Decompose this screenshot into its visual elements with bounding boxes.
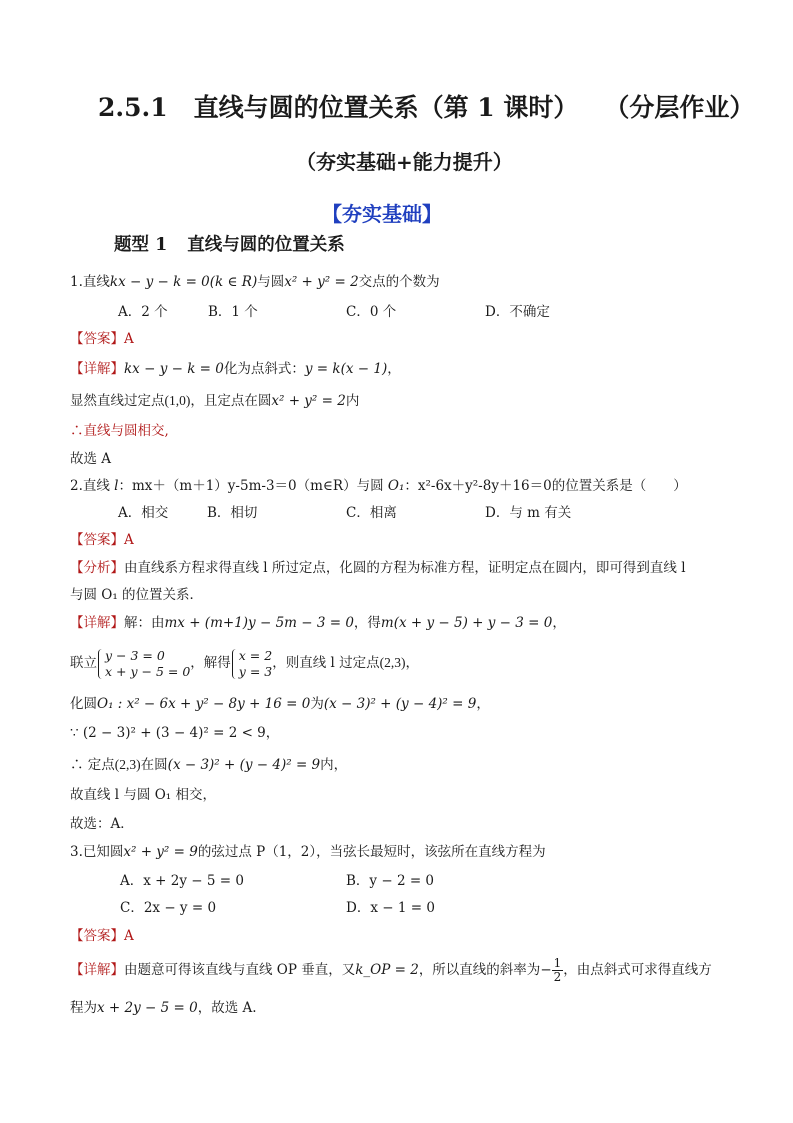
q2-detail-line4: ∵ (2 − 3)² + (3 − 4)² = 2 < 9， bbox=[70, 725, 280, 741]
q2-detail-line3: 化圆O₁ : x² − 6x + y² − 8y + 16 = 0为(x − 3)² + (y − 4)² = 9， bbox=[70, 696, 490, 712]
q1-option-b: B．1 个 bbox=[208, 304, 258, 320]
q3-option-b: B．y − 2 = 0 bbox=[346, 873, 435, 889]
q1-detail-line2: 显然直线过定点(1,0)，且定点在圆x² + y² = 2内 bbox=[70, 393, 360, 409]
q1-detail-line1: 【详解】kx − y − k = 0化为点斜式：y = k(x − 1)， bbox=[70, 361, 401, 377]
q1-detail-line3: ∴直线与圆相交, bbox=[70, 423, 169, 439]
q3-detail-line1: 【详解】由题意可得该直线与直线 OP 垂直，又k_OP = 2，所以直线的斜率为− $\frac{1}{2}$ ，由点斜式可求得直线方 bbox=[70, 956, 712, 984]
question-type-heading: 题型 1 直线与圆的位置关系 bbox=[114, 235, 345, 255]
q2-answer: 【答案】A bbox=[70, 532, 134, 548]
q3-stem: 3.已知圆x² + y² = 9的弦过点 P（1，2），当弦长最短时，该弦所在直线方程为 bbox=[70, 844, 546, 860]
system-of-equations: y − 3 = 0 x + y − 5 = 0 bbox=[97, 648, 190, 680]
q1-option-a: A．2 个 bbox=[118, 304, 168, 320]
q3-detail-line2: 程为x + 2y − 5 = 0，故选 A. bbox=[70, 1000, 257, 1016]
q3-option-a: A．x + 2y − 5 = 0 bbox=[120, 873, 244, 889]
q3-option-c: C．2x − y = 0 bbox=[120, 900, 217, 916]
section-heading: 【夯实基础】 bbox=[322, 202, 442, 226]
q3-option-d: D．x − 1 = 0 bbox=[346, 900, 435, 916]
q2-option-d: D．与 m 有关 bbox=[485, 505, 572, 521]
q1-detail-line4: 故选 A bbox=[70, 451, 112, 467]
q2-detail-line1: 【详解】解：由mx + (m+1)y − 5m − 3 = 0，得m(x + y − 5) + y − 3 = 0， bbox=[70, 615, 566, 631]
q3-answer: 【答案】A bbox=[70, 928, 134, 944]
q1-option-c: C．0 个 bbox=[346, 304, 397, 320]
q2-detail-line7: 故选：A． bbox=[70, 816, 134, 832]
q1-option-d: D．不确定 bbox=[485, 304, 550, 320]
page-subtitle: （夯实基础+能力提升） bbox=[296, 150, 513, 174]
q2-stem: 2.直线 l：mx＋（m＋1）y-5m-3＝0（m∈R）与圆 O₁：x²-6x＋y²-8y＋16＝0的位置关系是（ ） bbox=[70, 478, 687, 494]
q2-detail-line2: 联立 y − 3 = 0 x + y − 5 = 0 ，解得 x = 2 y = 3 ，则直线 l 过定点(2,3)， bbox=[70, 647, 419, 679]
q2-analysis-line2: 与圆 O₁ 的位置关系． bbox=[70, 587, 204, 603]
q1-stem: 1.直线kx − y − k = 0(k ∈ R)与圆x² + y² = 2交点的个数为 bbox=[70, 274, 440, 290]
slope-fraction: $\frac{1}{2}$ bbox=[553, 956, 562, 984]
q2-option-b: B．相切 bbox=[207, 505, 258, 521]
page-title: 2.5.1 直线与圆的位置关系（第 1 课时） （分层作业） bbox=[98, 93, 755, 122]
q2-option-a: A．相交 bbox=[118, 505, 169, 521]
system-solution: x = 2 y = 3 bbox=[231, 648, 272, 680]
q1-answer: 【答案】A bbox=[70, 331, 134, 347]
q2-detail-line5: ∴ 定点(2,3)在圆(x − 3)² + (y − 4)² = 9内， bbox=[70, 757, 348, 773]
q2-detail-line6: 故直线 l 与圆 O₁ 相交， bbox=[70, 787, 216, 803]
q2-option-c: C．相离 bbox=[346, 505, 397, 521]
q2-analysis-line1: 【分析】由直线系方程求得直线 l 所过定点，化圆的方程为标准方程，证明定点在圆内，即可得到直线 l bbox=[70, 560, 686, 576]
